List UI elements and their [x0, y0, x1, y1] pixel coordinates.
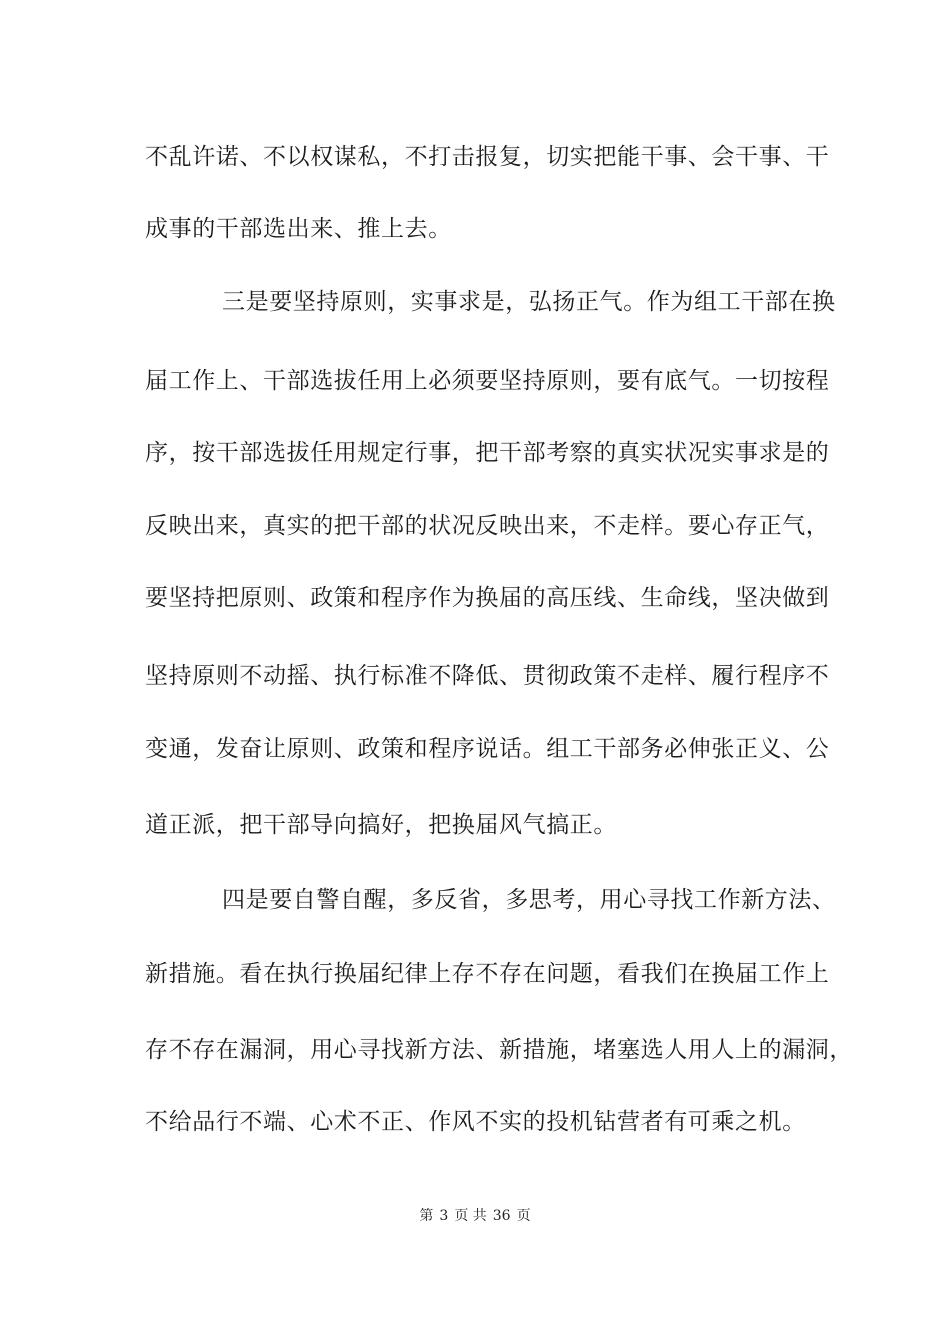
text-line-4: 届工作上、干部选拔任用上必须要坚持原则，要有底气。一切按程 — [145, 368, 830, 394]
text-line-1: 不乱许诺、不以权谋私，不打击报复，切实把能干事、会干事、干 — [145, 144, 830, 170]
text-line-8: 坚持原则不动摇、执行标准不降低、贯彻政策不走样、履行程序不 — [145, 663, 830, 689]
text-line-7: 要坚持把原则、政策和程序作为换届的高压线、生命线，坚决做到 — [145, 585, 830, 611]
footer-total-pages: 36 — [492, 1208, 511, 1224]
text-line-2: 成事的干部选出来、推上去。 — [145, 216, 452, 242]
footer-middle: 页 共 — [454, 1208, 487, 1224]
text-line-12: 新措施。看在执行换届纪律上存不存在问题，看我们在换届工作上 — [145, 961, 830, 987]
text-line-5: 序，按干部选拔任用规定行事，把干部考察的真实状况实事求是的 — [145, 440, 830, 466]
footer-suffix: 页 — [516, 1208, 531, 1224]
text-line-3-paragraph-start: 三是要坚持原则，实事求是，弘扬正气。作为组工干部在换 — [222, 289, 836, 315]
page-number-footer — [0, 1206, 950, 1226]
footer-prefix: 第 — [419, 1208, 434, 1224]
footer-current-page: 3 — [439, 1208, 449, 1224]
text-line-13: 存不存在漏洞，用心寻找新方法、新措施，堵塞选人用人上的漏洞， — [145, 1037, 853, 1063]
text-line-14: 不给品行不端、心术不正、作风不实的投机钻营者有可乘之机。 — [145, 1109, 806, 1135]
text-line-6: 反映出来，真实的把干部的状况反映出来，不走样。要心存正气， — [145, 513, 830, 539]
text-line-10: 道正派，把干部导向搞好，把换届风气搞正。 — [145, 812, 617, 838]
text-line-9: 变通，发奋让原则、政策和程序说话。组工干部务必伸张正义、公 — [145, 736, 830, 762]
text-line-11-paragraph-start: 四是要自警自醒，多反省，多思考，用心寻找工作新方法、 — [222, 887, 836, 913]
